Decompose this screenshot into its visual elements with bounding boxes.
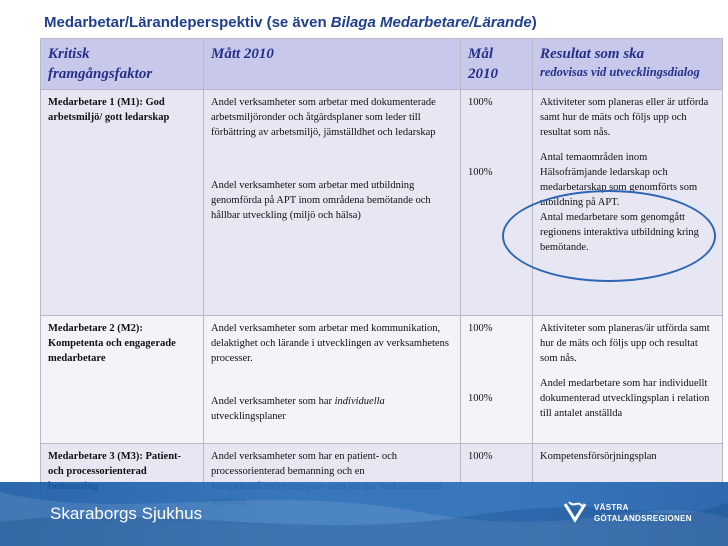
logo-line1: VÄSTRA	[594, 503, 629, 512]
table-row	[41, 316, 723, 444]
vgr-logo-icon	[562, 498, 588, 524]
goal-value: 100%	[468, 323, 493, 334]
title-italic: Bilaga Medarbetare/Lärande	[330, 14, 532, 31]
header-measure: Mått 2010	[204, 39, 461, 90]
goal-value: 100%	[468, 97, 493, 108]
table-header-row	[41, 39, 723, 90]
measure-cell	[204, 316, 461, 444]
measure-text: Andel verksamheter som arbetar med dokumenterade arbetsmiljöronder och åtgärdsplaner som leder till förbättring av arbetsmiljö, jämställdhet och ledarskap	[211, 97, 436, 138]
header-critical-factor: Kritisk framgångsfaktor	[41, 39, 204, 90]
logo-line2: GÖTALANDSREGIONEN	[594, 514, 692, 523]
result-cell	[533, 316, 723, 444]
header-goal: Mål 2010	[461, 39, 533, 90]
measure-text-prefix: Andel verksamheter som har	[211, 396, 335, 407]
measure-text: Andel verksamheter som arbetar med utbildning genomförda på APT inom områdena bemötande och hållbar utveckling (miljö och hälsa)	[211, 180, 431, 221]
goal-cell	[461, 316, 533, 444]
goal-value: 100%	[468, 393, 493, 404]
goal-value: 100%	[468, 167, 493, 178]
measure-text-suffix: utvecklingsplaner	[211, 411, 286, 422]
result-text: Aktiviteter som planeras/är utförda samt hur de mäts och följs upp och resultat som nås.	[540, 323, 710, 364]
factor-cell: Medarbetare 2 (M2): Kompetenta och engagerade medarbetare	[41, 316, 204, 444]
goal-cell: 100%	[461, 444, 533, 524]
org-name: Skaraborgs Sjukhus	[50, 504, 203, 523]
result-cell: Kompetensförsörjningsplan	[533, 444, 723, 524]
result-text: Antal medarbetare som genomgått regionens interaktiva utbildning kring bemötande.	[540, 212, 699, 253]
result-text: Andel medarbetare som har individuellt dokumenterad utvecklingsplan i relation till antalet anställda	[540, 378, 710, 419]
factor-cell: Medarbetare 3 (M3): Patient- och processorienterad	[41, 444, 204, 524]
table-row	[41, 90, 723, 316]
title-suffix: )	[531, 14, 537, 31]
result-cell	[533, 90, 723, 316]
measure-text: Andel verksamheter som arbetar med kommunikation, delaktighet och lärande i utvecklingen av verksamhetens processer.	[211, 323, 449, 364]
result-text: Antal temaområden inom Hälsofrämjande ledarskap och medarbetarskap som genomförts som utbildning på APT.	[540, 152, 698, 208]
measure-text-italic: individuella	[334, 396, 385, 407]
result-text: Aktiviteter som planeras eller är utförda samt hur de mäts och följs upp och resultat som nås.	[540, 97, 709, 138]
page-title	[44, 14, 537, 31]
factor-cell: Medarbetare 1 (M1): God arbetsmiljö/ gott ledarskap	[41, 90, 204, 316]
header-result: Resultat som ska redovisas vid utvecklingsdialog	[533, 39, 723, 90]
measure-cell	[204, 90, 461, 316]
vgr-logo-text	[594, 502, 692, 524]
balanced-scorecard-table	[40, 38, 723, 524]
measure-cell: Andel verksamheter som har en patient- och processorienterad bemanning och en	[204, 444, 461, 524]
goal-cell	[461, 90, 533, 316]
title-prefix: Medarbetar/Lärandeperspektiv (se även	[44, 14, 331, 31]
